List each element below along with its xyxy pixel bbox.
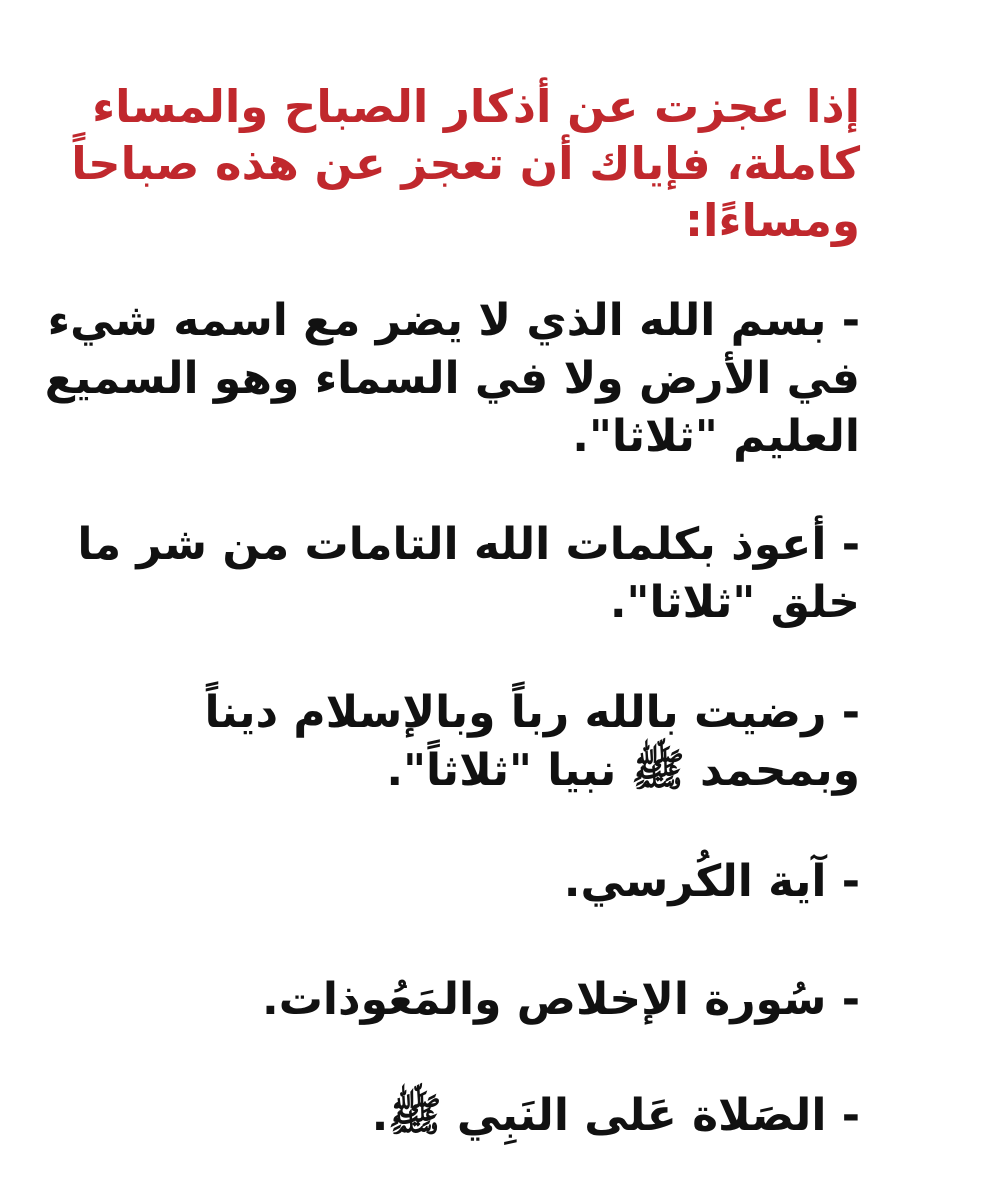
dhikr-line: وبمحمد ﷺ نبيا "ثلاثاً". (386, 745, 860, 796)
dhikr-line: - رضيت بالله رباً وبالإسلام ديناً (204, 687, 860, 738)
dhikr-line: خلق "ثلاثا". (609, 577, 860, 628)
dhikr-item-bismillah (44, 292, 860, 466)
dhikr-item-salawat (120, 1087, 860, 1145)
dhikr-line: - بسم الله الذي لا يضر مع اسمه شيء (47, 295, 860, 346)
dhikr-item-surahs (120, 971, 860, 1029)
intro-line: كاملة، فإياك أن تعجز عن هذه صباحاً (71, 137, 860, 190)
dhikr-line: - آية الكُرسي. (563, 856, 860, 907)
dhikr-item-ayat-alkursi (120, 853, 860, 911)
intro-heading (71, 78, 860, 249)
dhikr-line: - أعوذ بكلمات الله التامات من شر ما (77, 519, 860, 570)
intro-line: ومساءًا: (685, 194, 860, 247)
dhikr-item-raditu (120, 684, 860, 800)
dhikr-line: في الأرض ولا في السماء وهو السميع (44, 353, 860, 404)
dhikr-item-audhu (77, 516, 860, 632)
dhikr-list (44, 292, 860, 1145)
dhikr-line: العليم "ثلاثا". (572, 411, 860, 462)
dhikr-line: - الصَلاة عَلى النَبِي ﷺ. (371, 1090, 860, 1141)
intro-line: إذا عجزت عن أذكار الصباح والمساء (92, 80, 860, 133)
dhikr-line: - سُورة الإخلاص والمَعُوذات. (262, 974, 860, 1025)
